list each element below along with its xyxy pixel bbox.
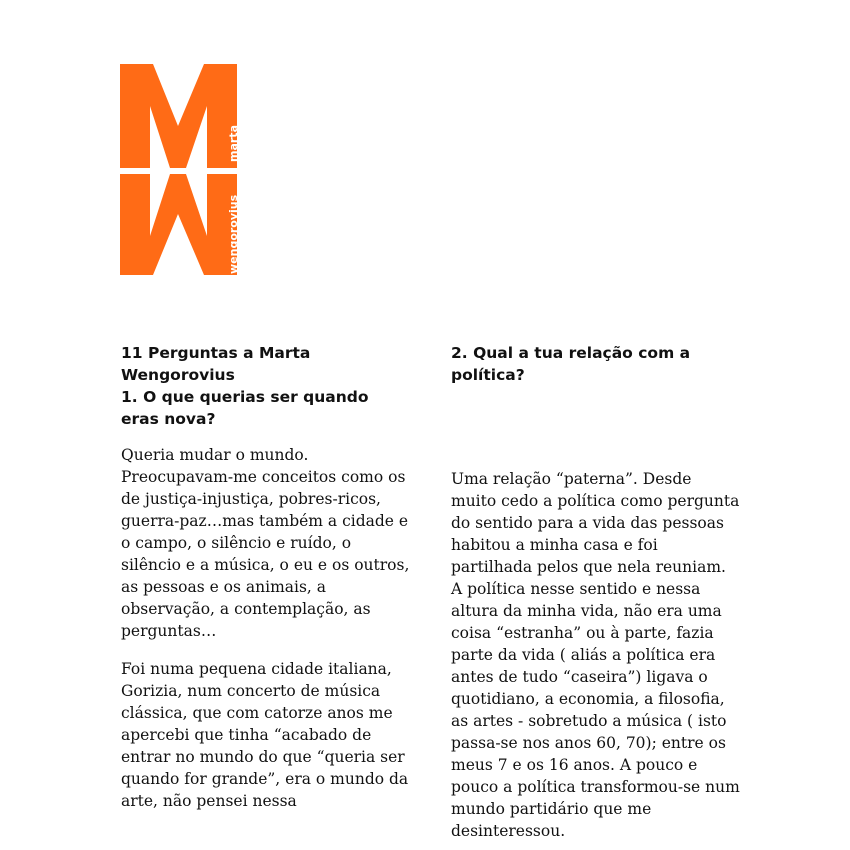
left-column: [121, 342, 411, 812]
logo-vertical-text-top: marta: [227, 125, 240, 162]
document-title: 11 Perguntas a Marta Wengorovius: [121, 344, 311, 384]
logo-vertical-text: wengorovius: [227, 194, 240, 274]
answer-2-paragraph-1: Uma relação “paterna”. Desde muito cedo a política como pergunta do sentido para a vida das pessoas habitou a minha casa e foi partilhada pelos que nela reuniam. A política nesse sentido e nessa altura da minha vida, não era uma coisa “estranha” ou à parte, fazia parte da vida ( aliás a política era antes de tudo “caseira”) ligava o quotidiano, a economia, a filosofia, as artes - sobretudo a música ( isto passa-se nos anos 60, 70); entre os meus 7 e os 16 anos. A pouco e pouco a política transformou-se num mundo partidário que me desinteressou.: [451, 470, 740, 840]
question-1: 1. O que querias ser quando eras nova?: [121, 388, 369, 428]
mw-logo-mark: [120, 64, 240, 276]
answer-2: [451, 468, 741, 842]
answer-1-paragraph-1: Queria mudar o mundo. Preocupavam-me conceitos como os de justiça-injustiça, pobres-ricos, guerra-paz…mas também a cidade e o campo, o silêncio e ruído, o silêncio e a música, o eu e os outros, as pessoas e os animais, a observação, a contemplação, as perguntas…: [121, 446, 410, 640]
question-2: 2. Qual a tua relação com a política?: [451, 344, 691, 384]
mw-logo: [120, 64, 240, 276]
right-column: [451, 342, 741, 842]
answer-1-paragraph-2: Foi numa pequena cidade italiana, Gorizia, num concerto de música clássica, que com catorze anos me apercebi que tinha “acabado de entrar no mundo do que “queria ser quando for grande”, era o mundo da arte, não pensei nessa: [121, 660, 409, 810]
